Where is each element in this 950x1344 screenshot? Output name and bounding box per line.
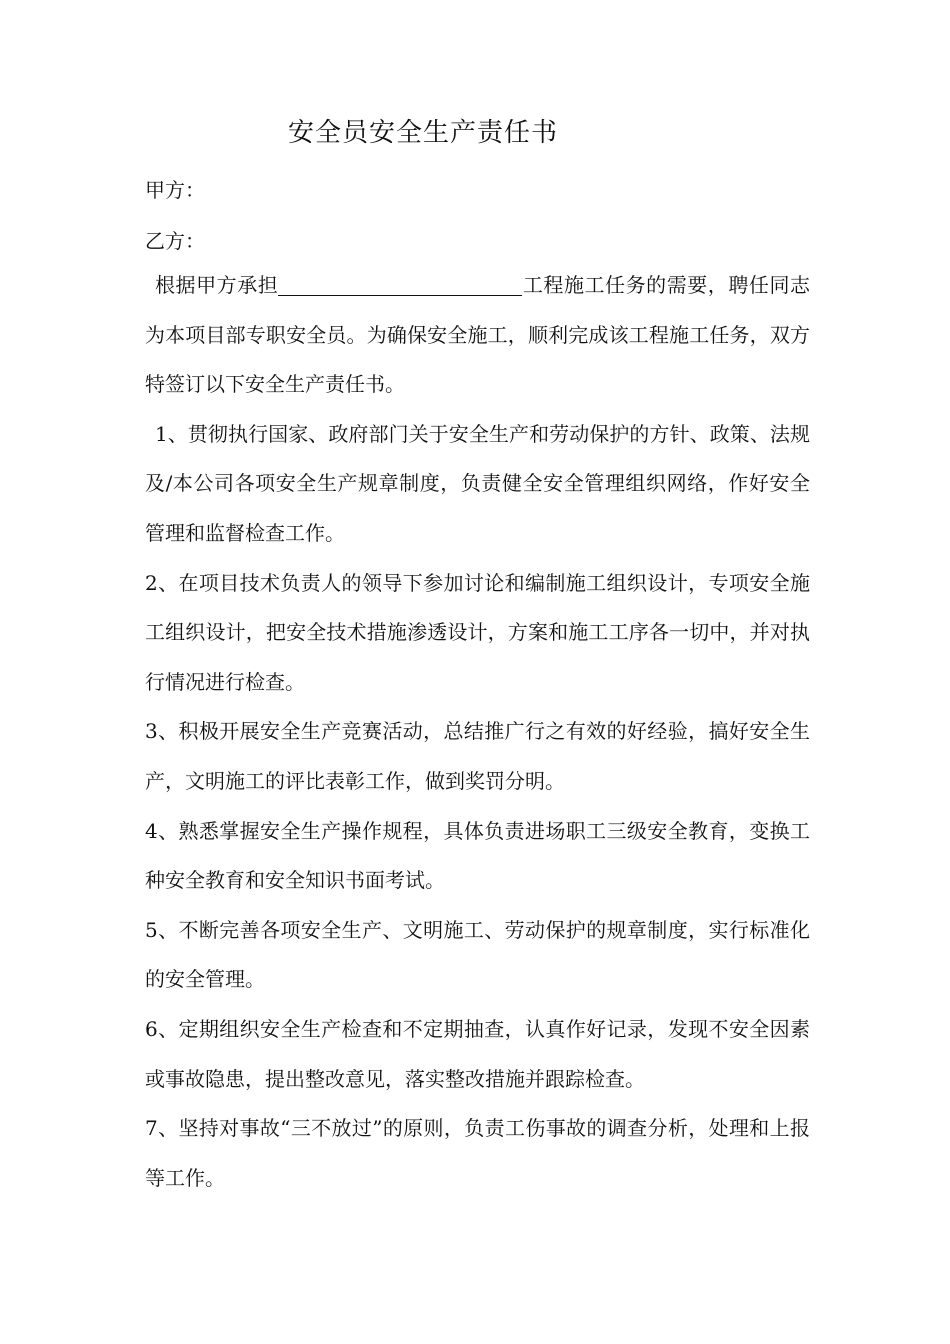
clause-4: 4、熟悉掌握安全生产操作规程，具体负责进场职工三级安全教育，变换工种安全教育和安全知识书面考试。 <box>145 818 810 893</box>
intro-paragraph <box>145 261 810 410</box>
clause-2: 2、在项目技术负责人的领导下参加讨论和编制施工组织设计，专项安全施工组织设计，把安全技术措施渗透设计，方案和施工工序各一切中，并对执行情况进行检查。 <box>145 570 810 694</box>
clause-7: 7、坚持对事故“三不放过”的原则，负责工伤事故的调查分析，处理和上报等工作。 <box>145 1116 810 1190</box>
party-b-label: 乙方： <box>145 229 205 253</box>
party-a-label: 甲方： <box>145 178 205 202</box>
clause-6: 6、定期组织安全生产检查和不定期抽查，认真作好记录，发现不安全因素或事故隐患，提出整改意见，落实整改措施并跟踪检查。 <box>145 1016 810 1091</box>
document-title: 安全员安全生产责任书 <box>288 118 559 148</box>
intro-text-after-blank: 工程施工任务的需要，聘任同志为本项目部专职安全员。为确保安全施工，顺利完成该工程施工任务，双方特签订以下安全生产责任书。 <box>145 273 811 397</box>
clause-5: 5、不断完善各项安全生产、文明施工、劳动保护的规章制度，实行标准化的安全管理。 <box>145 917 810 992</box>
clause-3: 3、积极开展安全生产竞赛活动，总结推广行之有效的好经验，搞好安全生产，文明施工的评比表彰工作，做到奖罚分明。 <box>145 719 810 793</box>
project-name-blank <box>278 273 522 296</box>
clause-1: 1、贯彻执行国家、政府部门关于安全生产和劳动保护的方针、政策、法规及/本公司各项安全生产规章制度，负责健全安全管理组织网络，作好安全管理和监督检查工作。 <box>145 421 810 545</box>
intro-text-before-blank: 根据甲方承担 <box>155 273 279 297</box>
document-body <box>145 261 810 1203</box>
